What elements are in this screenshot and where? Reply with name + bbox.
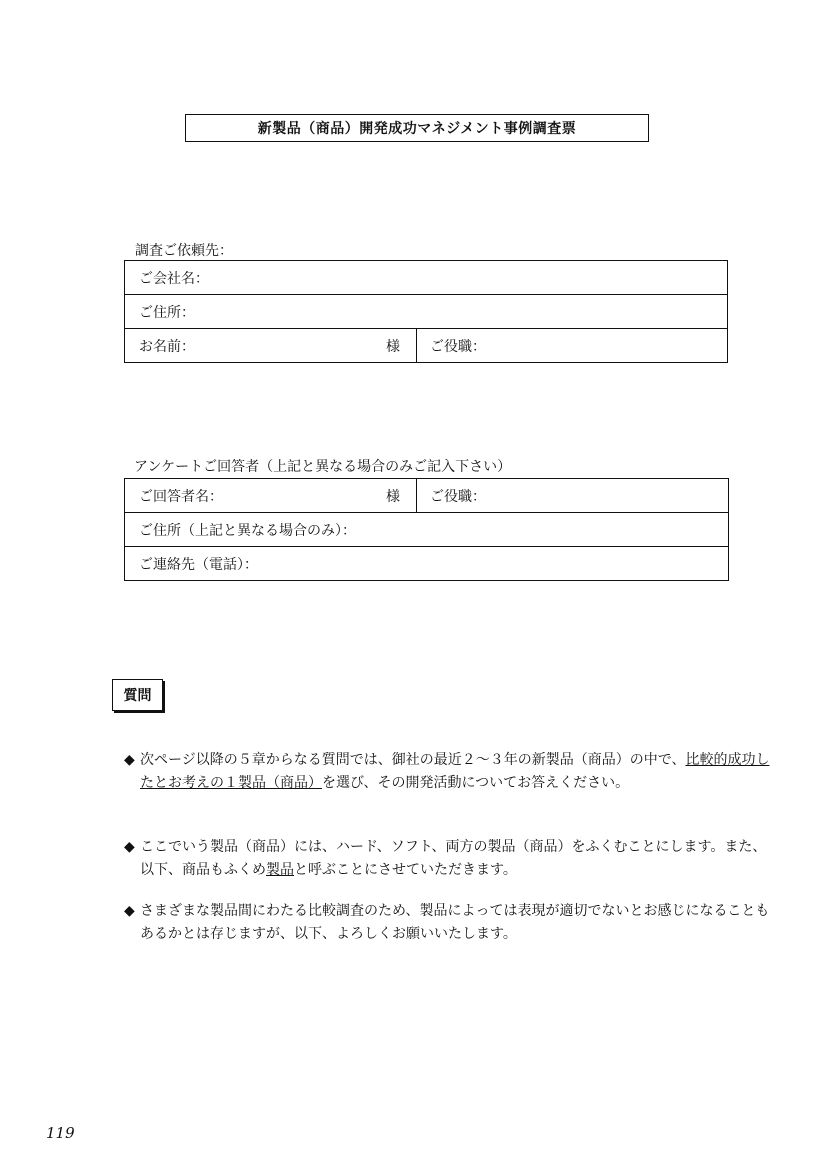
diamond-bullet-icon: ◆ [124,839,135,855]
page-number: 119 [46,1124,75,1142]
diamond-bullet-icon: ◆ [124,752,135,768]
requester-section-label: 調査ご依頼先： [135,243,233,259]
bullet-3 [124,900,776,946]
page-title: 新製品（商品）開発成功マネジメント事例調査票 [185,114,649,142]
position-field[interactable] [417,329,728,363]
name-field[interactable] [125,329,417,363]
respondent-address-field[interactable] [125,513,729,547]
respondent-name-label: ご回答者名： [139,488,223,505]
respondent-form [124,478,729,581]
respondent-section-label: アンケートご回答者（上記と異なる場合のみご記入下さい） [134,459,512,475]
bullet-2-text-b: と呼ぶことにさせていただきます。 [294,862,517,878]
company-field[interactable] [125,261,728,295]
respondent-position-field[interactable] [417,479,729,513]
address-field[interactable] [125,295,728,329]
respondent-name-field[interactable] [125,479,417,513]
questions-label: 質問 [112,679,163,711]
bullet-1-text-b: を選び、その開発活動についてお答えください。 [322,775,630,791]
respondent-contact-field[interactable] [125,547,729,581]
bullet-1-underlined: 比較的成功したとお考えの１製品（商品） [140,752,770,791]
bullet-1-text-a: 次ページ以降の５章からなる質問では、御社の最近２～３年の新製品（商品）の中で、 [140,752,686,768]
diamond-bullet-icon: ◆ [124,903,135,919]
address-label: ご住所： [139,304,195,321]
name-honorific: 様 [386,338,400,355]
company-label: ご会社名： [139,270,209,287]
respondent-contact-label: ご連絡先（電話）： [139,556,258,573]
bullet-2-underlined: 製品 [266,862,294,878]
bullet-1 [124,749,776,795]
bullet-2-text-a: ここでいう製品（商品）には、ハード、ソフト、両方の製品（商品）をふくむことにします。また、以下、商品もふくめ [140,839,767,878]
respondent-honorific: 様 [386,488,400,505]
bullet-3-text: さまざまな製品間にわたる比較調査のため、製品によっては表現が適切でないとお感じになることもあるかとは存じますが、以下、よろしくお願いいたします。 [140,903,770,942]
bullet-2 [124,836,776,882]
name-label: お名前： [139,338,195,355]
requester-form [124,260,728,363]
position-label: ご役職： [430,338,486,355]
respondent-position-label: ご役職： [430,488,486,505]
respondent-address-label: ご住所（上記と異なる場合のみ）： [139,522,356,539]
